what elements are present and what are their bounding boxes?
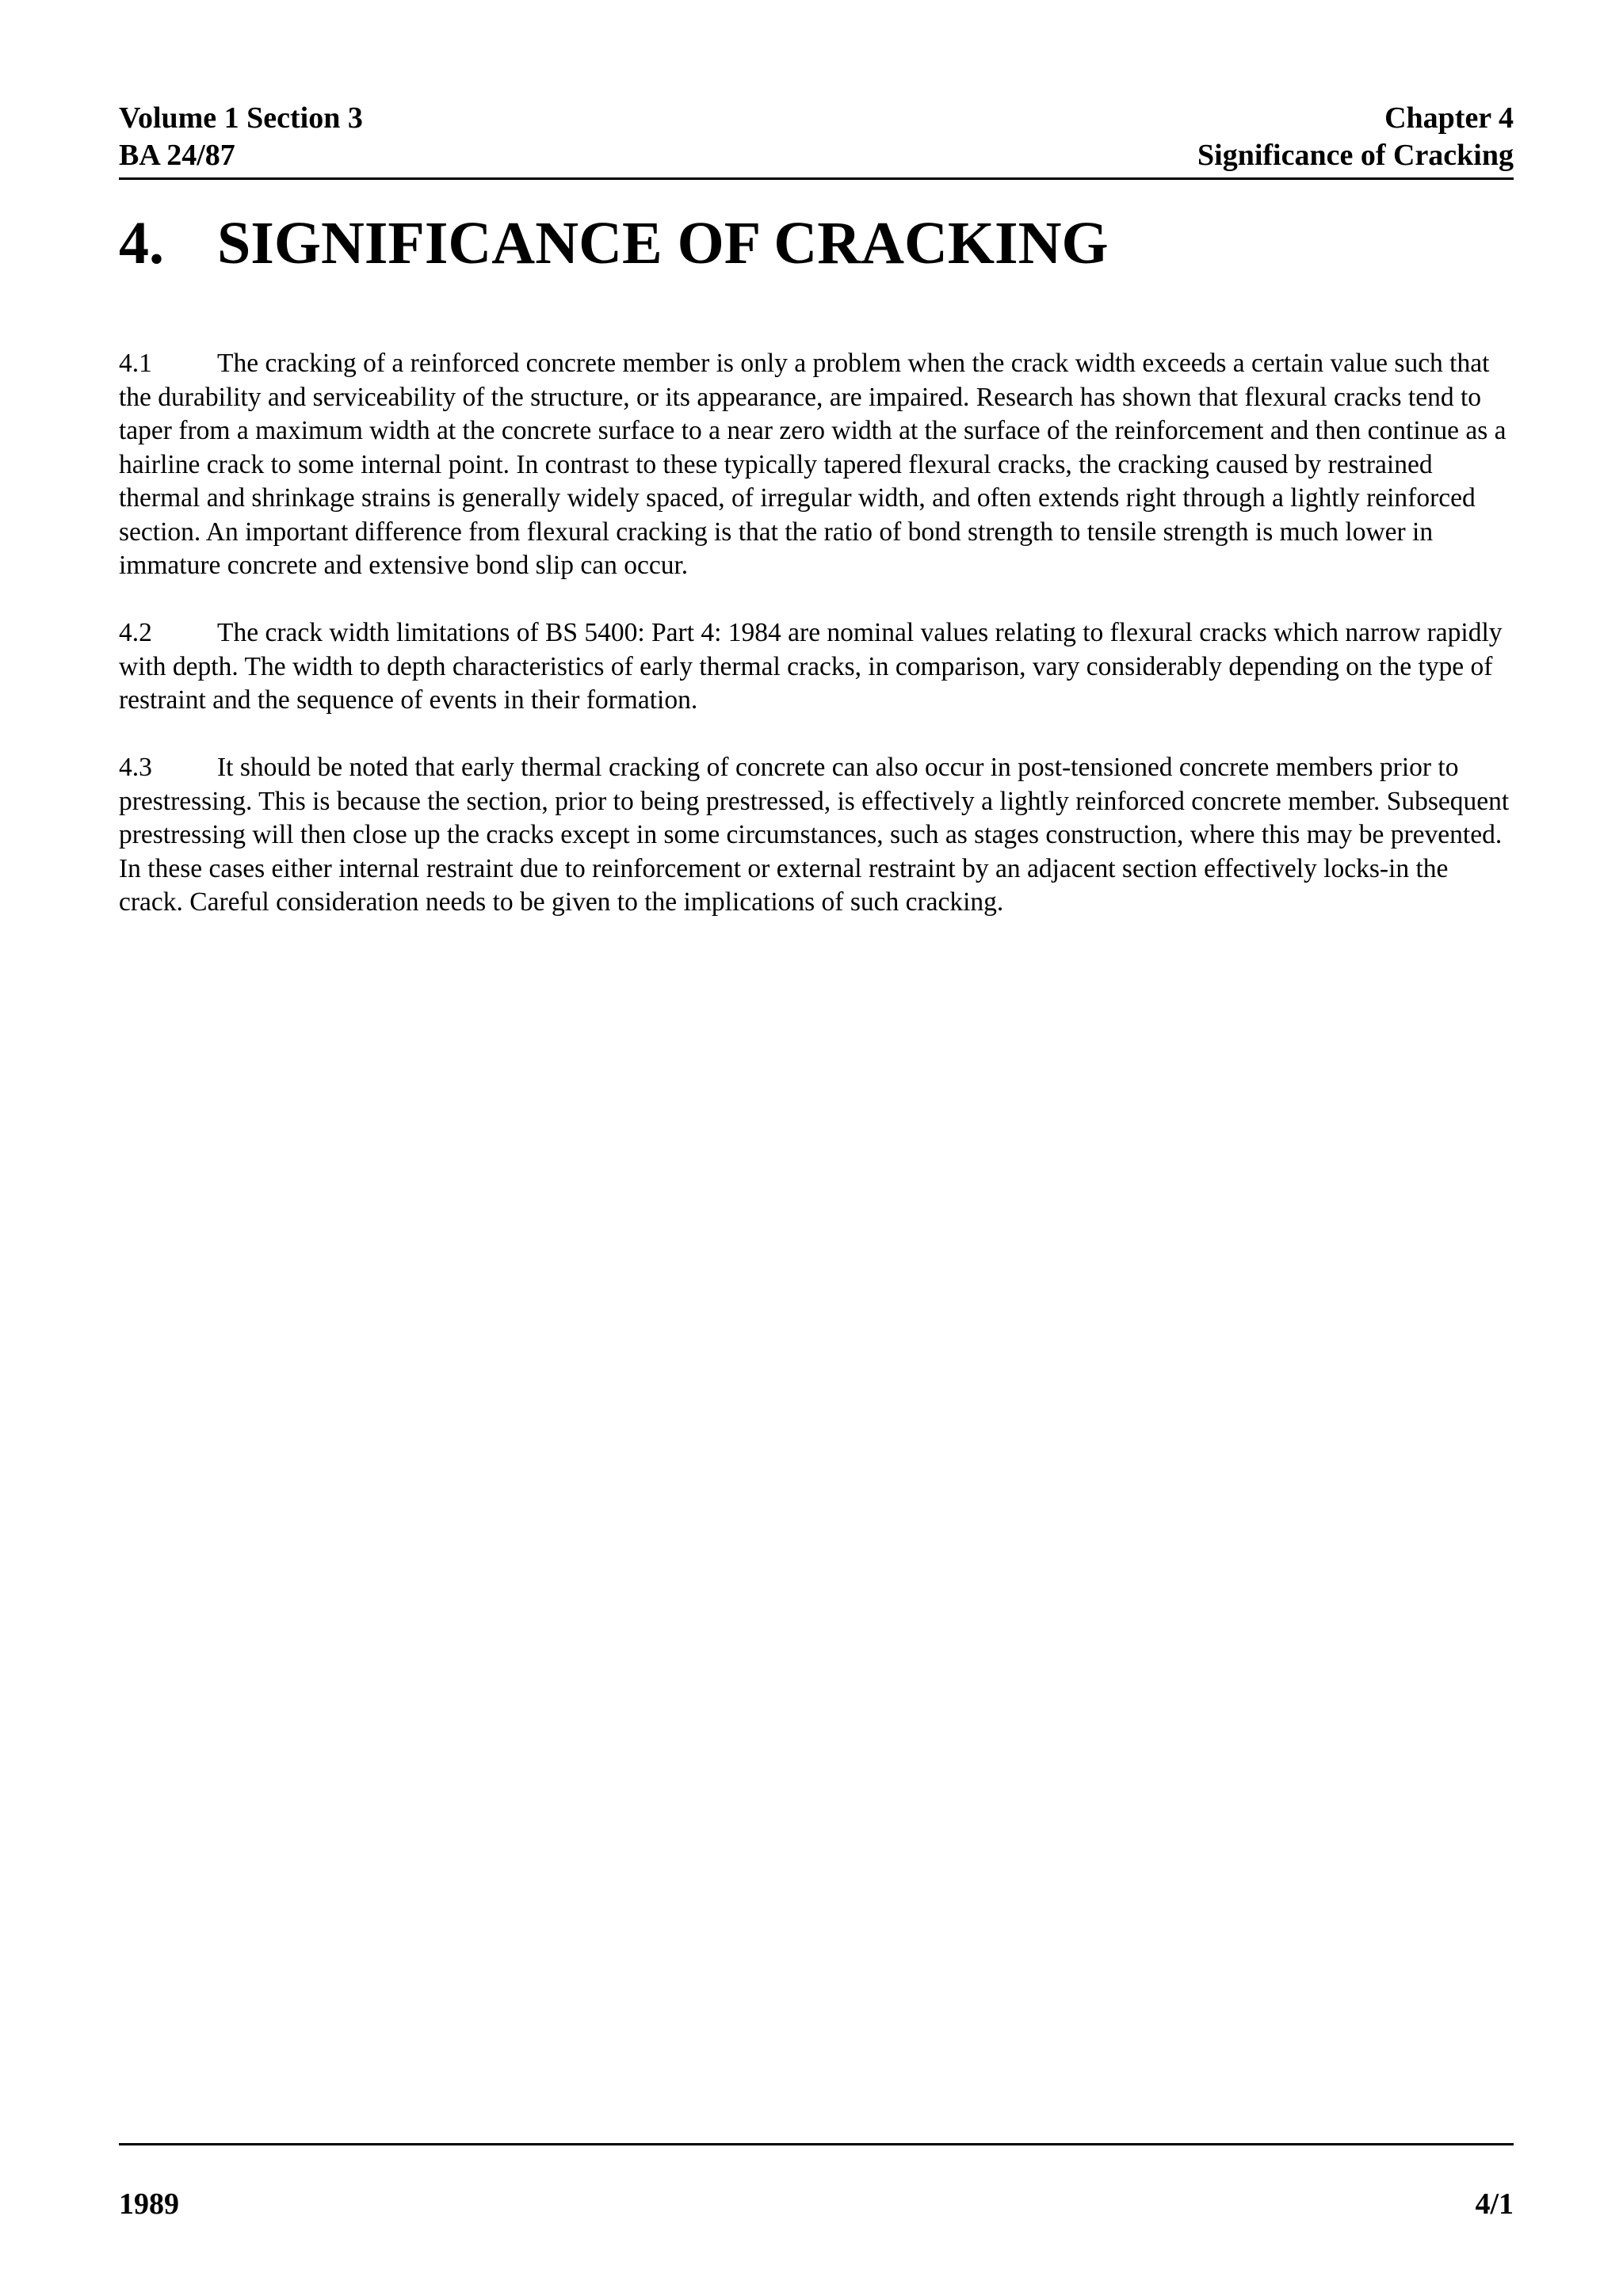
paragraph-text: It should be noted that early thermal cracking of concrete can also occur in post-tensioned concrete members prior to prestressing. This is because the section, prior to being prestressed, is effectively a lightly reinforced concrete member. Subsequent prestressing will then close up the cracks except in some circumstances, such as stages construction, where this may be prevented. In these cases either internal restraint due to reinforcement or external restraint by an adjacent section effectively locks-in the crack. Careful consideration needs to be given to the implications of such cracking. (119, 753, 1510, 917)
paragraph-4-3 (119, 751, 1514, 920)
header-right (1197, 100, 1514, 174)
paragraph-4-2 (119, 616, 1514, 718)
paragraph-text: The cracking of a reinforced concrete member is only a problem when the crack width exceeds a certain value such that the durability and serviceability of the structure, or its appearance, are impaired. Research has shown that flexural cracks tend to taper from a maximum width at the concrete surface to a near zero width at the surface of the reinforcement and then continue as a hairline crack to some internal point. In contrast to these typically tapered flexural cracks, the cracking caused by restrained thermal and shrinkage strains is generally widely spaced, of irregular width, and often extends right through a lightly reinforced section. An important difference from flexural cracking is that the ratio of bond strength to tensile strength is much lower in immature concrete and extensive bond slip can occur. (119, 349, 1507, 580)
page-header (119, 100, 1514, 180)
footer-year: 1989 (119, 2187, 179, 2221)
paragraph-text: The crack width limitations of BS 5400: Part 4: 1984 are nominal values relating to flexural cracks which narrow rapidly with depth. The width to depth characteristics of early thermal cracks, in comparison, vary considerably depending on the type of restraint and the sequence of events in their formation. (119, 618, 1503, 715)
document-page (119, 0, 1514, 2296)
chapter-heading (119, 208, 1514, 279)
header-volume-section: Volume 1 Section 3 (119, 101, 363, 135)
header-chapter: Chapter 4 (1384, 101, 1514, 135)
header-left (119, 100, 363, 174)
paragraph-number: 4.1 (119, 349, 152, 378)
paragraph-4-1 (119, 347, 1514, 583)
chapter-number: 4. (119, 210, 164, 277)
header-document-code: BA 24/87 (119, 139, 235, 172)
document-body (119, 347, 1514, 953)
footer-page-number: 4/1 (1475, 2187, 1514, 2221)
page-footer (119, 2143, 1514, 2221)
header-chapter-title: Significance of Cracking (1197, 139, 1514, 172)
paragraph-number: 4.2 (119, 618, 152, 647)
chapter-title: SIGNIFICANCE OF CRACKING (217, 210, 1109, 277)
paragraph-number: 4.3 (119, 753, 152, 782)
